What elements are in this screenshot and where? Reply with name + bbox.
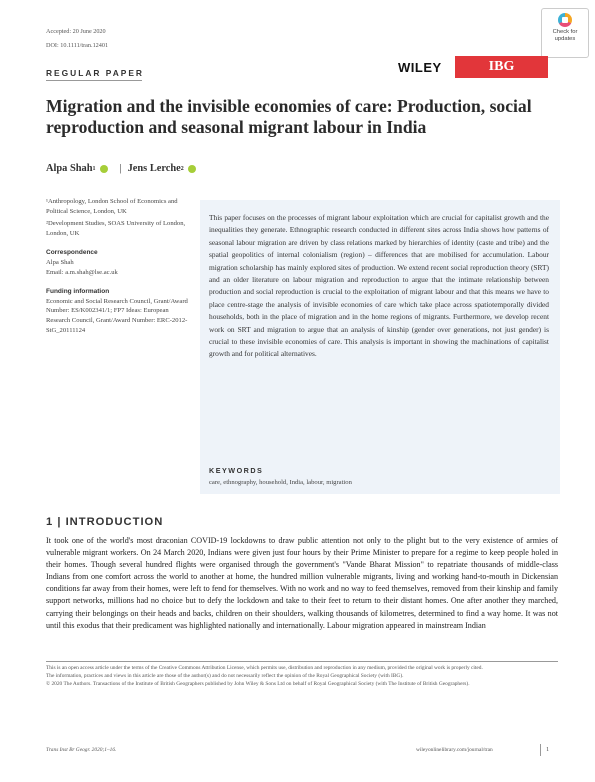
page-number: 1	[546, 746, 550, 753]
footer-divider	[540, 744, 541, 756]
disclaimer-note: The information, practices and views in this article are those of the author(s) and do not necessarily reflect the opinion of the Royal Geographical Society (with IBG).	[46, 673, 404, 679]
introduction-heading: 1 | INTRODUCTION	[46, 516, 164, 528]
author-name[interactable]: Alpa Shah	[46, 163, 93, 174]
orcid-icon[interactable]	[188, 165, 196, 173]
journal-citation: Trans Inst Br Geogr. 2020;1–16.	[46, 747, 117, 753]
check-for-updates-button[interactable]	[541, 8, 589, 58]
correspondence-heading: Correspondence	[46, 249, 98, 257]
section-rule	[46, 80, 142, 81]
author-separator: |	[119, 163, 122, 174]
author-name[interactable]: Jens Lerche	[127, 163, 181, 174]
author-affil: 1	[92, 165, 96, 172]
wiley-logo[interactable]: WILEY	[398, 60, 442, 75]
author-affil: 2	[180, 165, 184, 172]
author-list	[46, 163, 202, 174]
doi[interactable]: DOI: 10.1111/tran.12401	[46, 42, 109, 49]
funding-heading: Funding information	[46, 288, 110, 296]
funding-text: Economic and Social Research Council, Grant/Award Number: ES/K002341/1; FP7 Ideas: European Research Council, Grant/Award Number: ERC-2012-StG_20111124	[46, 297, 188, 334]
check-updates-label: Check for updates	[552, 29, 578, 42]
introduction-text: It took one of the world's most draconian COVID-19 lockdowns to draw public attention not only to the plight but to the very existence of armies of vulnerable migrant workers. On 24 March 2020, Indians were given just four hours by their Prime Minister to prepare for a regime to keep people holed in their homes. Though several hundred flights were organised through the government's "Vande Bharat Mission" to repatriate thousands of middle-class Indians from one comfort across the world to another at home, the hundred million vulnerable migrants, living and working hand-to-mouth in Dickensian conditions far away from their homes, were left to fend for themselves. With no work and no way to feed themselves, removed from their kinship and family support networks, millions had no choice but to defy the lockdown and take to their feet to return to their distant homes. One after another they marched, carrying their belongings on their heads and backs, children on their shoulders, walking thousands of kilometres, determined to find a way home. It was not until this exodus that their predicament was highlighted nationally and internationally. Labour migration appeared in mainstream Indian	[46, 536, 558, 630]
correspondence-email[interactable]: Email: a.m.shah@lse.ac.uk	[46, 268, 118, 276]
affiliation: ²Development Studies, SOAS University of London, London, UK	[46, 220, 186, 237]
correspondence-name: Alpa Shah	[46, 258, 74, 266]
abstract-text: This paper focuses on the processes of migrant labour exploitation which are crucial for capitalist growth and the inequalities they generate. Ethnographic research conducted in different sites across India shows how patterns of seasonal labour migration are driven by class relations marked by hierarchies of identity (caste and tribe) and the spatial geopolitics of internal colonialism (region) – differences that are mobilised for accumulation. Labour migration scholarship has mainly explored sites of production. We extend recent social reproduction theory (SRT) and an older literature on labour migration and reproduction to argue that the intimate relationship between production and social reproduction is crucial to the exploitation of migrant labour and that this means we have to place centre-stage the analysis of invisible economies of care which take place across spatiotemporally divided households, both in the place of migration and in the home regions of migrants. Furthermore, we develop recent work on SRT and migration to argue that an analysis of kinship (gender over generations, not just gender) is crucial to these invisible economies of care. This analysis is important in showing the machinations of capitalist growth and for political alternatives.	[209, 213, 549, 359]
crossmark-icon	[558, 13, 572, 27]
accepted-date: Accepted: 20 June 2020	[46, 28, 106, 35]
ibg-logo[interactable]	[455, 56, 548, 78]
sidebar	[46, 197, 188, 335]
footnotes	[46, 664, 558, 688]
abstract-box	[200, 200, 560, 494]
orcid-icon[interactable]	[100, 165, 108, 173]
keywords-heading: KEYWORDS	[209, 466, 264, 475]
affiliation: ¹Anthropology, London School of Economics and Political Science, London, UK	[46, 198, 178, 215]
section-label: REGULAR PAPER	[46, 68, 144, 78]
copyright-note: © 2020 The Authors. Transactions of the Institute of British Geographers published by John Wiley & Sons Ltd on behalf of Royal Geographical Society (with The Institute of British Geographers).	[46, 681, 470, 687]
journal-url[interactable]: wileyonlinelibrary.com/journal/tran	[416, 747, 493, 753]
article-title: Migration and the invisible economies of care: Production, social reproduction and seasonal migrant labour in India	[46, 96, 532, 137]
ibg-logo-text: IBG	[488, 59, 515, 74]
keywords-list: care, ethnography, household, India, labour, migration	[209, 479, 352, 486]
footnote-rule	[46, 661, 558, 662]
license-note: This is an open access article under the terms of the Creative Commons Attribution License, which permits use, distribution and reproduction in any medium, provided the original work is properly cited.	[46, 665, 483, 671]
